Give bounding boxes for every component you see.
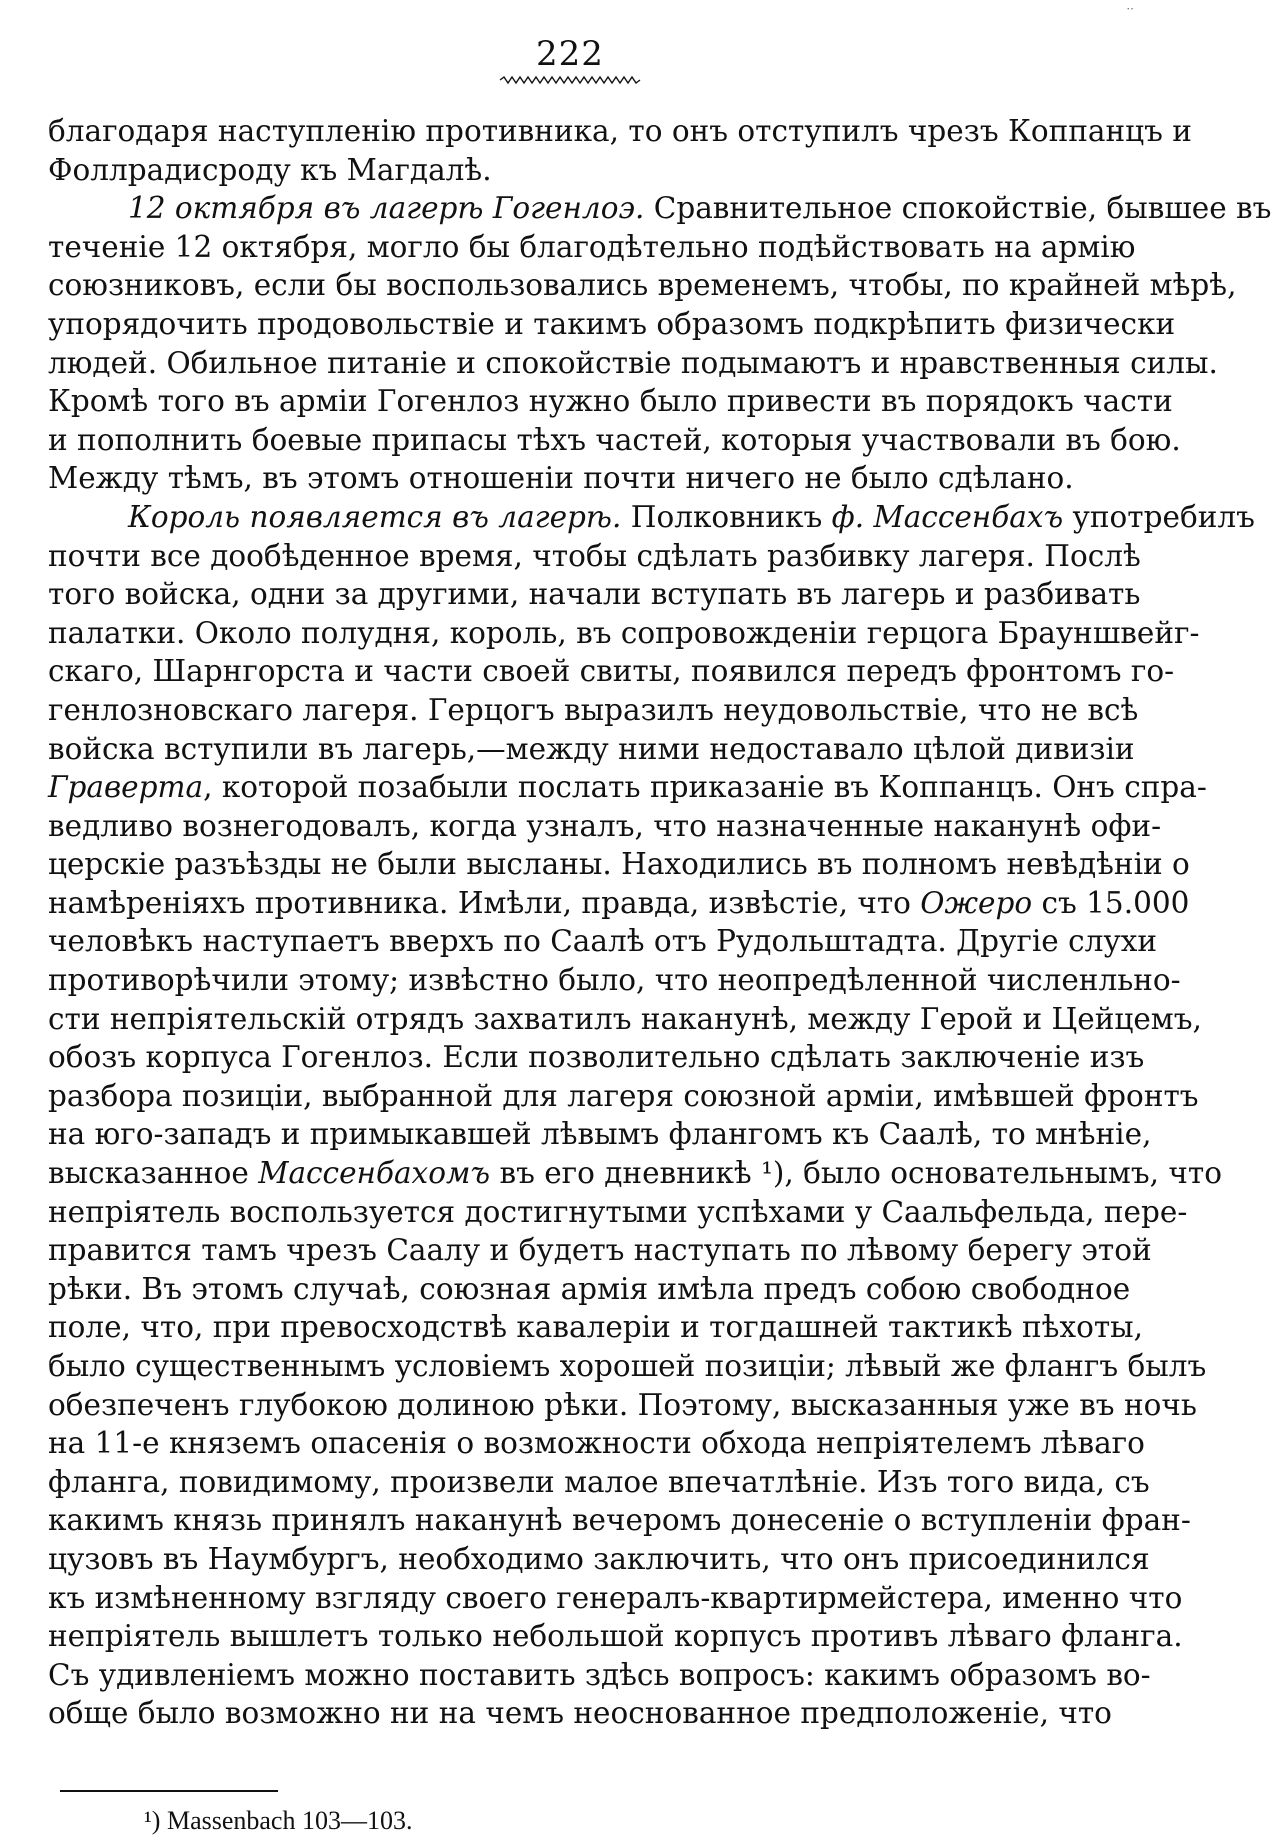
text-line: непріятель вышлетъ только небольшой корпусъ противъ лѣваго фланга.: [48, 1619, 1183, 1654]
page-number-ornament: [500, 74, 640, 86]
text-segment: высказанное: [48, 1156, 259, 1191]
text-line: войска вступили въ лагерь,—между ними недоставало цѣлой дивизіи: [48, 731, 1135, 766]
text-line: палатки. Около полудня, король, въ сопровожденіи герцога Брауншвейг-: [48, 615, 1200, 650]
text-segment: намѣреніяхъ противника. Имѣли, правда, извѣстіе, что: [48, 885, 921, 920]
page-number: 222: [536, 34, 604, 74]
text-line: обезпеченъ глубокою долиною рѣки. Поэтому, высказанныя уже въ ночь: [48, 1387, 1197, 1422]
text-line: обозъ корпуса Гогенлоз. Если позволительно сдѣлать заключеніе изъ: [48, 1040, 1145, 1075]
text-line: [48, 884, 1190, 923]
text-segment: въ его дневникѣ ¹), было основательнымъ, что: [490, 1156, 1222, 1191]
text-line: Между тѣмъ, въ этомъ отношеніи почти ничего не было сдѣлано.: [48, 461, 1074, 496]
text-line: обще было возможно ни на чемъ неоснованное предположеніе, что: [48, 1696, 1112, 1731]
text-segment: Сравнительное спокойствіе, бывшее въ: [644, 191, 1271, 226]
text-line: благодаря наступленію противника, то онъ отступилъ чрезъ Коппанцъ и: [48, 114, 1192, 148]
text-line: было существеннымъ условіемъ хорошей позиціи; лѣвый же флангъ былъ: [48, 1349, 1207, 1383]
text-line: упорядочить продовольствіе и такимъ образомъ подкрѣпить физически: [48, 306, 1176, 341]
text-line: какимъ князь принялъ наканунѣ вечеромъ донесеніе о вступленіи фран-: [48, 1503, 1191, 1538]
text-line: сти непріятельскій отрядъ захватилъ наканунѣ, между Герой и Цейцемъ,: [48, 1001, 1202, 1036]
text-line: фланга, повидимому, произвели малое впечатлѣніе. Изъ того вида, съ: [48, 1464, 1150, 1499]
text-line: [48, 1154, 1222, 1193]
text-line: Фоллрадисроду къ Магдалѣ.: [48, 152, 492, 187]
text-line: Съ удивленіемъ можно поставить здѣсь вопросъ: какимъ образомъ во-: [48, 1657, 1151, 1692]
text-line: [48, 498, 1255, 537]
text-line: союзниковъ, если бы воспользовались временемъ, чтобы, по крайней мѣрѣ,: [48, 268, 1237, 303]
text-line: того войска, одни за другими, начали вступать въ лагерь и разбивать: [48, 577, 1141, 612]
footnote-separator: [60, 1790, 278, 1792]
scan-corner-mark: ··: [1126, 2, 1134, 16]
text-line: скаго, Шарнгорста и части своей свиты, появился передъ фронтомъ го-: [48, 654, 1175, 689]
text-line: противорѣчили этому; извѣстно было, что неопредѣленной численльно-: [48, 963, 1181, 998]
italic-text-segment: Массенбахомъ: [258, 1156, 491, 1191]
text-line: [48, 189, 1271, 228]
italic-text-segment: Граверта: [48, 770, 204, 805]
text-segment: Полковникъ: [621, 499, 832, 534]
text-line: церскіе разъѣзды не были высланы. Находились въ полномъ невѣдѣніи о: [48, 847, 1190, 882]
text-line: почти все дообѣденное время, чтобы сдѣлать разбивку лагеря. Послѣ: [48, 538, 1141, 573]
text-line: непріятель воспользуется достигнутыми успѣхами у Саальфельда, пере-: [48, 1194, 1188, 1229]
text-segment: , которой позабыли послать приказаніе въ Коппанцъ. Онъ спра-: [203, 770, 1207, 805]
wavy-line-ornament: [500, 77, 640, 83]
body-text: [48, 112, 1271, 1733]
text-line: рѣки. Въ этомъ случаѣ, союзная армія имѣла предъ собою свободное: [48, 1271, 1131, 1306]
text-line: и пополнить боевые припасы тѣхъ частей, которыя участвовали въ бою.: [48, 422, 1181, 457]
italic-text-segment: 12 октября въ лагерѣ Гогенлоэ.: [128, 191, 645, 226]
text-line: генлозновскаго лагеря. Герцогъ выразилъ неудовольствіе, что не всѣ: [48, 692, 1139, 727]
text-segment: съ 15.000: [1032, 885, 1190, 920]
text-line: цузовъ въ Наумбургъ, необходимо заключить, что онъ присоединился: [48, 1541, 1150, 1576]
text-line: на 11-е княземъ опасенія о возможности обхода непріятелемъ лѣваго: [48, 1426, 1145, 1461]
text-line: на юго-западъ и примыкавшей лѣвымъ флангомъ къ Саалѣ, то мнѣніе,: [48, 1117, 1152, 1152]
text-line: человѣкъ наступаетъ вверхъ по Саалѣ отъ Рудольштадта. Другіе слухи: [48, 924, 1158, 959]
text-line: людей. Обильное питаніе и спокойствіе подымаютъ и нравственныя силы.: [48, 345, 1218, 380]
italic-text-segment: Ожеро: [920, 885, 1033, 920]
text-line: теченіе 12 октября, могло бы благодѣтельно подѣйствовать на армію: [48, 229, 1136, 264]
italic-text-segment: ф. Массенбахъ: [831, 499, 1064, 534]
text-line: [48, 768, 1207, 807]
text-segment: употребилъ: [1063, 499, 1255, 534]
italic-text-segment: Король появляется въ лагерѣ.: [128, 499, 622, 534]
text-line: разбора позиціи, выбранной для лагеря союзной арміи, имѣвшей фронтъ: [48, 1078, 1199, 1113]
text-line: поле, что, при превосходствѣ кавалеріи и тогдашней тактикѣ пѣхоты,: [48, 1310, 1144, 1345]
text-line: ведливо вознегодовалъ, когда узналъ, что назначенные наканунѣ офи-: [48, 808, 1162, 843]
text-line: правится тамъ чрезъ Саалу и будетъ наступать по лѣвому берегу этой: [48, 1233, 1152, 1268]
text-line: Кромѣ того въ арміи Гогенлоз нужно было привести въ порядокъ части: [48, 384, 1173, 419]
footnote: ¹) Massenbach 103—103.: [144, 1806, 413, 1835]
text-line: къ измѣненному взгляду своего генералъ-квартирмейстера, именно что: [48, 1580, 1183, 1615]
